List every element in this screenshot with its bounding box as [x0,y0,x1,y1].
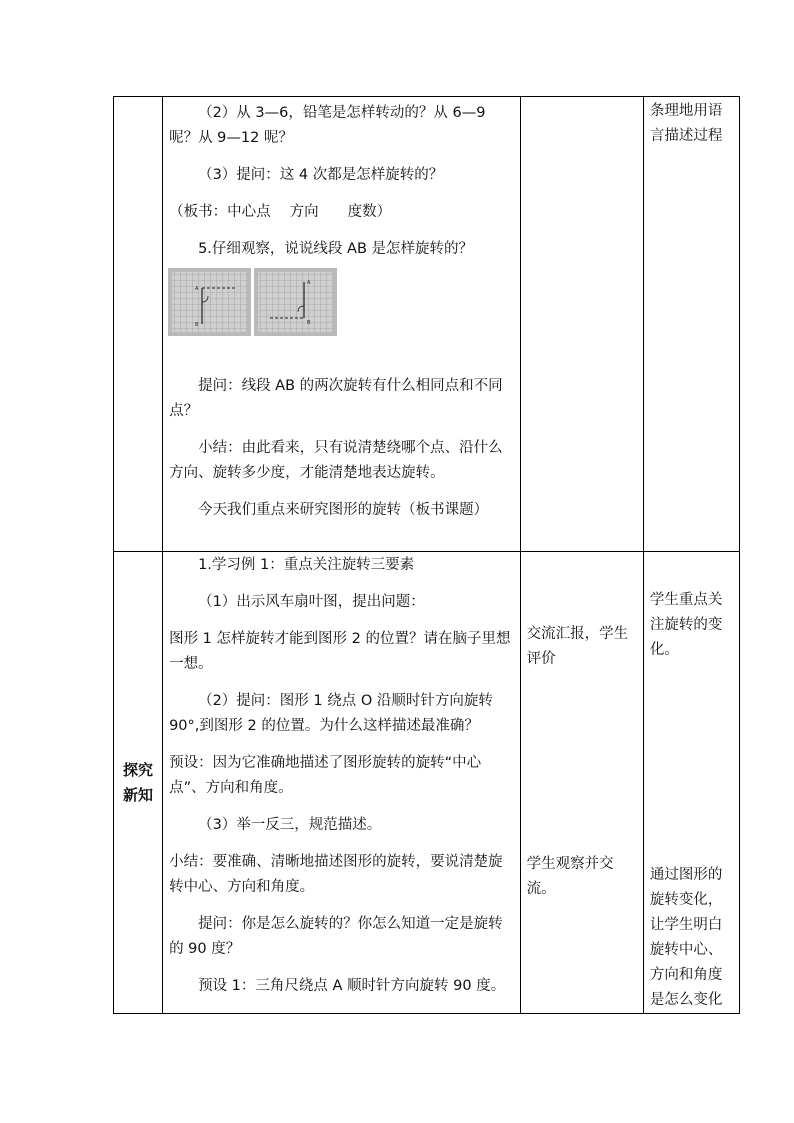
student-note-2: 学生观察并交流。 [526,856,614,897]
stage-label: 探究新知 [123,760,154,804]
board-note: （板书：中心点 方向 度数） [169,204,392,220]
activity-s1-1: （1）出示风车扇叶图，提出问题： [198,594,425,610]
stage-cell [114,97,163,552]
activity-s1: 1.学习例 1：重点关注旋转三要素 [198,557,415,573]
activity-s1-3: （3）举一反三，规范描述。 [198,817,382,833]
activity-cell [163,552,521,1014]
point-label: B [195,322,199,328]
intent-cell [643,552,739,1014]
point-label: B [307,320,311,326]
student-cell [520,552,643,1014]
activity-step5: 5.仔细观察，说说线段 AB 是怎样旋转的？ [198,241,473,257]
activity-cell [163,97,521,552]
activity-s1-question: 图形 1 怎样旋转才能到图形 2 的位置？请在脑子里想一想。 [169,631,511,672]
activity-q3: （3）提问：这 4 次都是怎样旋转的？ [198,167,444,183]
activity-topic: 今天我们重点来研究图形的旋转（板书课题） [198,502,489,518]
rotation-figure-left [168,268,251,336]
activity-preset: 预设：因为它准确地描述了图形旋转的旋转“中心点”、方向和角度。 [169,755,482,796]
table-row [114,97,740,552]
activity-s1-2: （2）提问：图形 1 绕点 O 沿顺时针方向旋转 90°,到图形 2 的位置。为什么这样描述最准确？ [169,693,493,734]
lesson-plan-table [113,96,740,1014]
stage-cell [114,552,163,1014]
activity-ask: 提问：你是怎么旋转的？你怎么知道一定是旋转的 90 度？ [169,916,503,957]
intent-note: 条理地用语言描述过程 [649,103,723,144]
activity-summary: 小结：由此看来，只有说清楚绕哪个点、沿什么方向、旋转多少度，才能清楚地表达旋转。 [169,440,503,481]
rotation-figures [168,268,520,336]
activity-summary: 小结：要准确、清晰地描述图形的旋转，要说清楚旋转中心、方向和角度。 [169,854,503,895]
activity-preset-1: 预设 1：三角尺绕点 A 顺时针方向旋转 90 度。 [198,978,506,994]
intent-note-1: 学生重点关注旋转的变化。 [649,592,723,658]
point-label: A [307,280,311,286]
activity-ask: 提问：线段 AB 的两次旋转有什么相同点和不同点？ [169,378,503,419]
intent-note-2: 通过图形的旋转变化，让学生明白旋转中心、方向和角度是怎么变化 [649,867,723,1008]
point-label: A [195,286,199,292]
activity-q2: （2）从 3—6，铅笔是怎样转动的？从 6—9 呢？从 9—12 呢？ [169,105,486,146]
student-note-1: 交流汇报，学生评价 [526,626,629,667]
table-row [114,552,740,1014]
student-cell [520,97,643,552]
intent-cell [643,97,739,552]
rotation-figure-right [254,268,337,336]
